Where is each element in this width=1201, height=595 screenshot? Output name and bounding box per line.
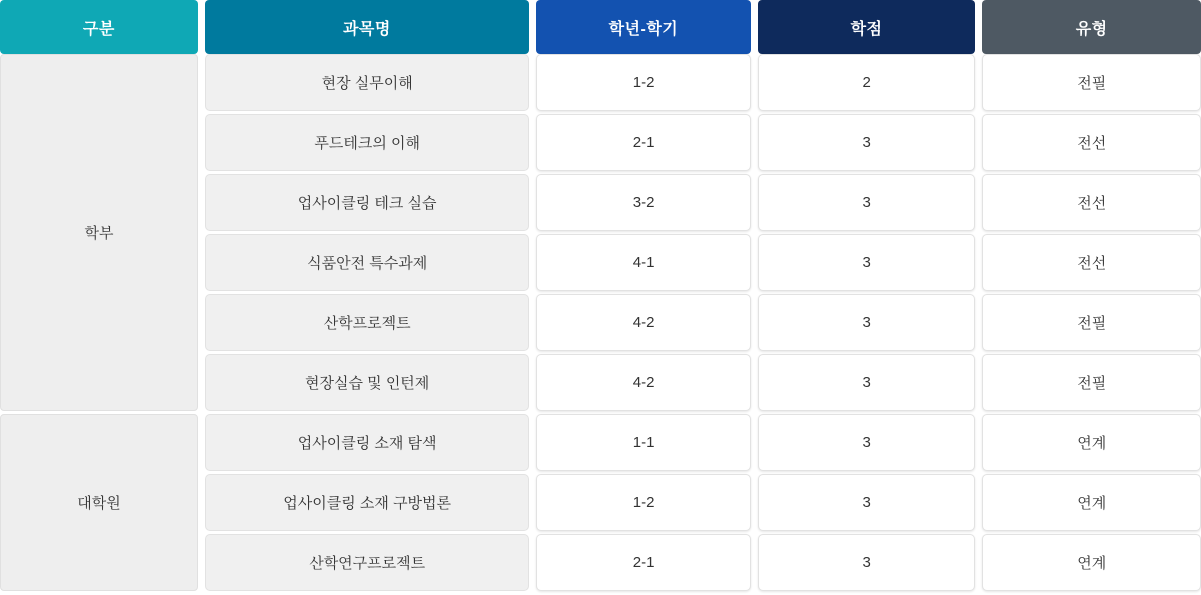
table-row — [205, 474, 1201, 531]
cell-type: 전선 — [982, 174, 1201, 231]
cell-term: 1-1 — [536, 414, 751, 471]
cell-type: 연계 — [982, 414, 1201, 471]
cell-term: 4-1 — [536, 234, 751, 291]
cell-subject: 업사이클링 소재 구방법론 — [205, 474, 529, 531]
cell-subject: 업사이클링 테크 실습 — [205, 174, 529, 231]
cell-credit: 3 — [758, 114, 976, 171]
cell-term: 4-2 — [536, 354, 751, 411]
cell-credit: 2 — [758, 54, 976, 111]
cell-term: 4-2 — [536, 294, 751, 351]
cell-type: 전필 — [982, 354, 1201, 411]
group-label-column — [0, 54, 198, 594]
column-header-type: 유형 — [982, 0, 1201, 54]
column-header-credit: 학점 — [758, 0, 976, 54]
table-rows-column — [205, 54, 1201, 594]
column-header-term: 학년-학기 — [536, 0, 751, 54]
table-row — [205, 234, 1201, 291]
cell-subject: 푸드테크의 이해 — [205, 114, 529, 171]
cell-credit: 3 — [758, 174, 976, 231]
table-header-row — [0, 0, 1201, 54]
cell-type: 전선 — [982, 234, 1201, 291]
cell-type: 전필 — [982, 294, 1201, 351]
table-row — [205, 294, 1201, 351]
cell-term: 2-1 — [536, 114, 751, 171]
column-header-subject: 과목명 — [205, 0, 529, 54]
cell-type: 연계 — [982, 534, 1201, 591]
table-row — [205, 54, 1201, 111]
cell-credit: 3 — [758, 234, 976, 291]
cell-term: 2-1 — [536, 534, 751, 591]
table-body — [0, 54, 1201, 594]
cell-type: 전필 — [982, 54, 1201, 111]
cell-credit: 3 — [758, 534, 976, 591]
group-label-graduate: 대학원 — [0, 414, 198, 591]
cell-subject: 업사이클링 소재 탐색 — [205, 414, 529, 471]
cell-term: 1-2 — [536, 54, 751, 111]
table-row — [205, 354, 1201, 411]
cell-term: 3-2 — [536, 174, 751, 231]
cell-term: 1-2 — [536, 474, 751, 531]
cell-credit: 3 — [758, 354, 976, 411]
cell-credit: 3 — [758, 294, 976, 351]
group-label-undergraduate: 학부 — [0, 54, 198, 411]
cell-subject: 현장 실무이해 — [205, 54, 529, 111]
cell-subject: 산학프로젝트 — [205, 294, 529, 351]
table-row — [205, 414, 1201, 471]
column-header-gubun: 구분 — [0, 0, 198, 54]
cell-subject: 산학연구프로젝트 — [205, 534, 529, 591]
cell-type: 전선 — [982, 114, 1201, 171]
table-row — [205, 534, 1201, 591]
cell-subject: 식품안전 특수과제 — [205, 234, 529, 291]
cell-subject: 현장실습 및 인턴제 — [205, 354, 529, 411]
cell-credit: 3 — [758, 414, 976, 471]
cell-credit: 3 — [758, 474, 976, 531]
cell-type: 연계 — [982, 474, 1201, 531]
table-row — [205, 174, 1201, 231]
table-row — [205, 114, 1201, 171]
